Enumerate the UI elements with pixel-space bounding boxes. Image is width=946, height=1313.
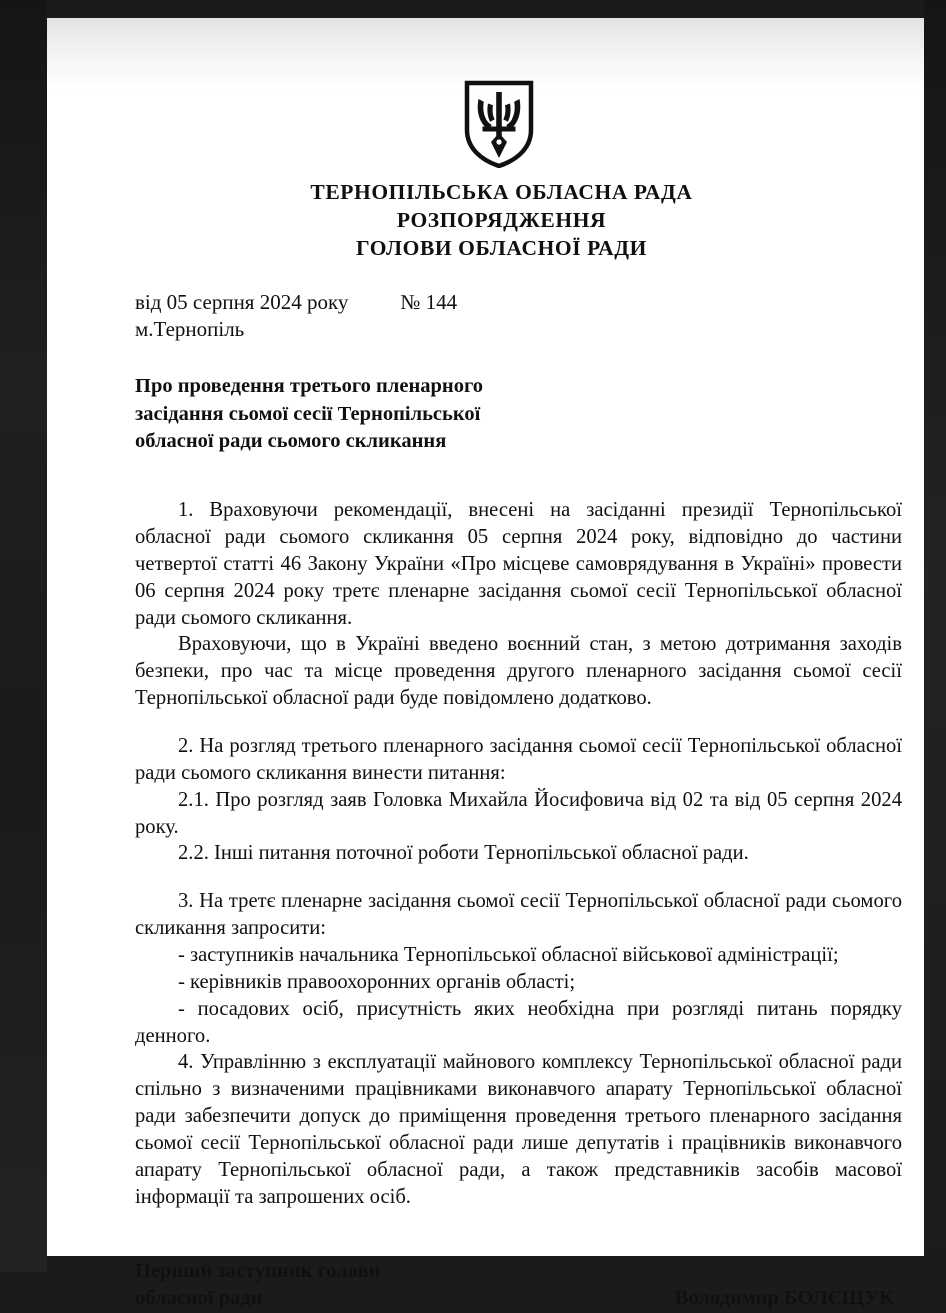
- masthead: [135, 179, 868, 263]
- masthead-line-1: ТЕРНОПІЛЬСЬКА ОБЛАСНА РАДА: [310, 180, 693, 204]
- subject-line-3: обласної ради сьомого скликання: [135, 429, 447, 452]
- document-page: [47, 18, 924, 1310]
- document-subject: [135, 373, 565, 455]
- body-paragraph-1: 1. Враховуючи рекомендації, внесені на засіданні президії Тернопільської обласної ради сьомого скликання 05 серпня 2024 року, відповідно до частини четвертої статті 46 Закону України «Про місцеве самоврядування в Україні» провести 06 серпня 2024 року третє пленарне засідання сьомої сесії Тернопільської обласної ради сьомого скликання.: [135, 499, 902, 629]
- date-line-row: [135, 289, 902, 316]
- masthead-line-2: РОЗПОРЯДЖЕННЯ: [396, 207, 607, 232]
- body-paragraph-2: Враховуючи, що в Україні введено воєнний стан, з метою дотримання заходів безпеки, про час та місце проведення другого пленарного засідання сьомої сесії Тернопільської обласної ради буде повідомлено додатково.: [135, 633, 902, 710]
- document-body: [135, 497, 902, 1210]
- signature-name: Володимир БОЛЄЩУК: [674, 1287, 894, 1310]
- place-line: м.Тернопіль: [135, 317, 245, 342]
- body-paragraph-item-2: 2. На розгляд третього пленарного засідання сьомої сесії Тернопільської обласної ради сьомого скликання винести питання:: [135, 735, 902, 784]
- date-line: від 05 серпня 2024 року: [135, 289, 349, 314]
- paragraph-spacer: [135, 867, 902, 888]
- body-paragraph-item-4: 4. Управлінню з експлуатації майнового комплексу Тернопільської обласної ради спільно з визначеними працівниками виконавчого апарату Тернопільської обласної ради забезпечити допуск до приміщення проведення третього пленарного засідання сьомої сесії Тернопільської обласної ради лише депутатів і працівників виконавчого апарату Тернопільської обласної ради, а також представників засобів масової інформації та запрошених осіб.: [135, 1051, 902, 1208]
- coat-of-arms-emblem: [135, 18, 862, 173]
- signature-block: [135, 1258, 902, 1313]
- masthead-line-3: ГОЛОВИ ОБЛАСНОЇ РАДИ: [356, 235, 647, 260]
- body-paragraph-item-3: 3. На третє пленарне засідання сьомої сесії Тернопільської обласної ради сьомого скликання запросити:: [135, 890, 902, 940]
- signature-role-line-2: обласної ради: [135, 1287, 263, 1310]
- document-content: [47, 18, 924, 1313]
- subject-line-2: засідання сьомої сесії Тернопільської: [135, 402, 481, 425]
- body-bullet-1: - заступників начальника Тернопільської обласної військової адміністрації;: [178, 944, 839, 967]
- document-meta: [135, 289, 902, 344]
- body-bullet-2: - керівників правоохоронних органів області;: [178, 970, 576, 993]
- body-bullet-3: - посадових осіб, присутність яких необхідна при розгляді питань порядку денного.: [135, 997, 902, 1047]
- subject-line-1: Про проведення третього пленарного: [135, 375, 484, 398]
- body-paragraph-item-2-1: 2.1. Про розгляд заяв Головка Михайла Йосифовича від 02 та від 05 серпня 2024 року.: [135, 788, 902, 838]
- document-number: № 144: [400, 289, 458, 314]
- signature-role-line-1: Перший заступник голови: [135, 1259, 381, 1282]
- paragraph-spacer: [135, 712, 902, 733]
- body-paragraph-item-2-2: 2.2. Інші питання поточної роботи Тернопільської обласної ради.: [178, 842, 749, 865]
